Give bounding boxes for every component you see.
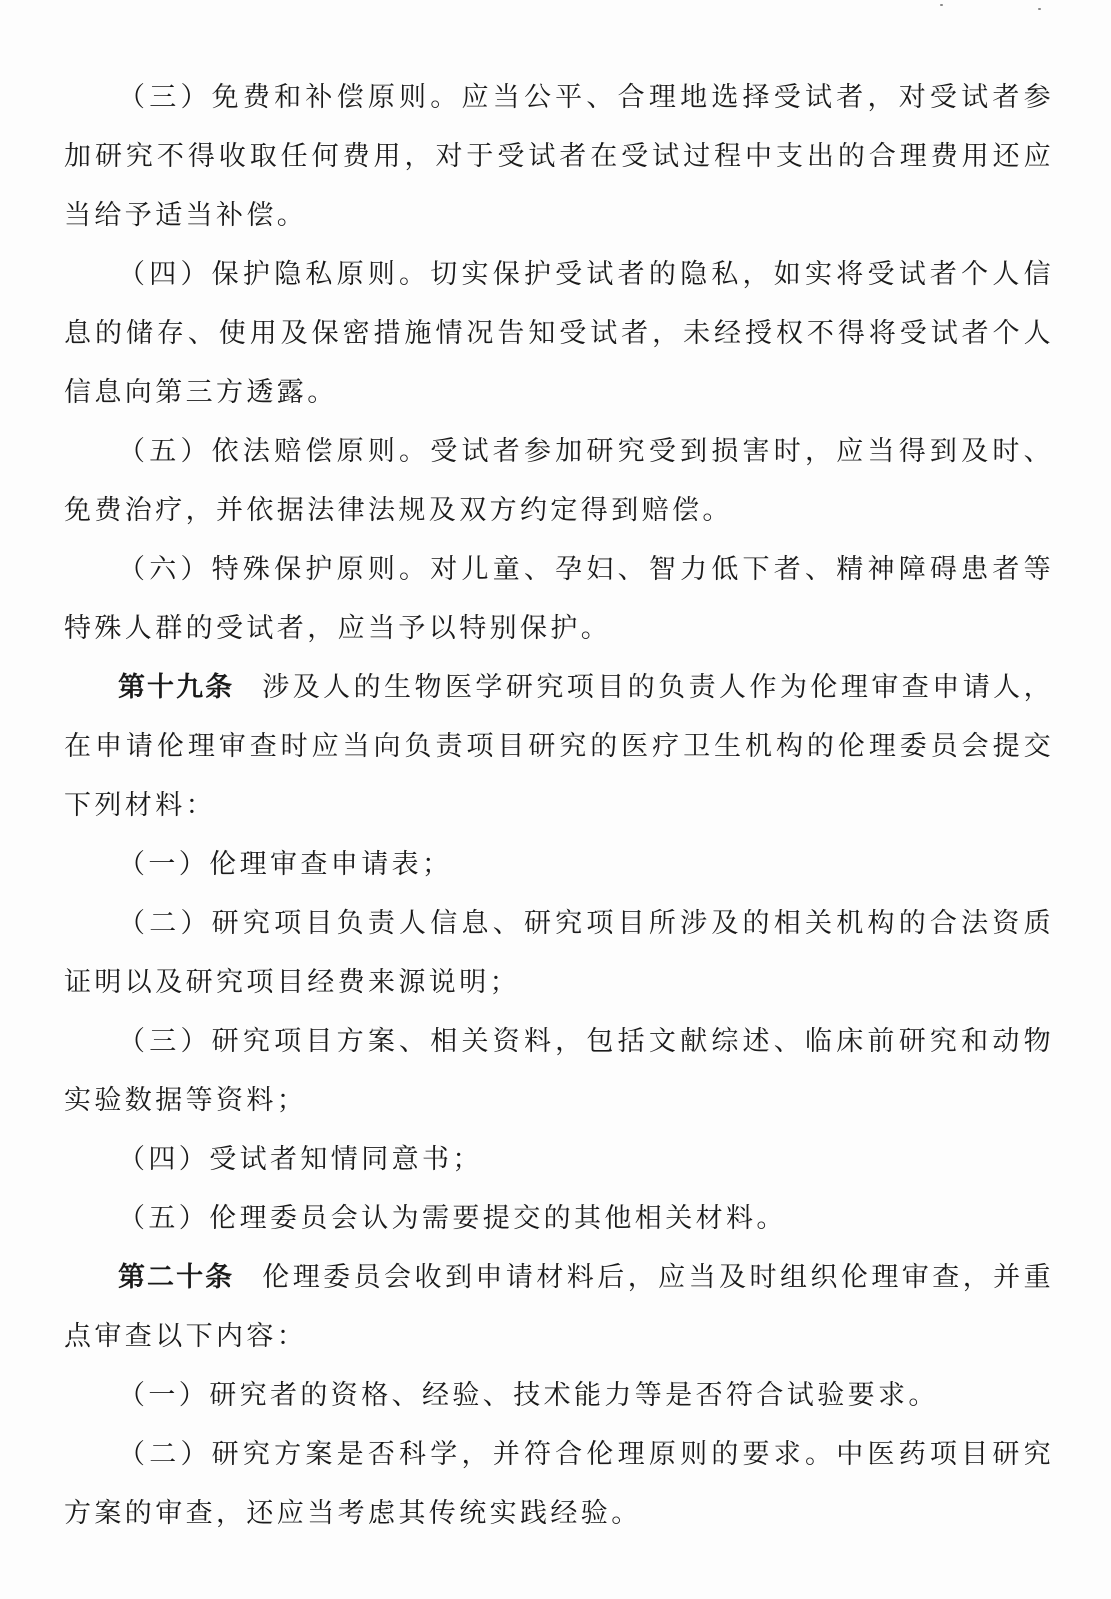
article-20 bbox=[64, 1248, 1054, 1366]
article-20-item: （二）研究方案是否科学，并符合伦理原则的要求。中医药项目研究方案的审查，还应当考虑其传统实践经验。 bbox=[64, 1439, 1054, 1529]
article-19-title: 第十九条 bbox=[118, 672, 235, 703]
article-19-item: （四）受试者知情同意书； bbox=[118, 1144, 483, 1175]
paragraph-privacy-protection: （四）保护隐私原则。切实保护受试者的隐私，如实将受试者个人信息的储存、使用及保密措施情况告知受试者，未经授权不得将受试者个人信息向第三方透露。 bbox=[64, 259, 1054, 408]
article-19-item: （五）伦理委员会认为需要提交的其他相关材料。 bbox=[118, 1203, 787, 1234]
article-19-item: （二）研究项目负责人信息、研究项目所涉及的相关机构的合法资质证明以及研究项目经费来源说明； bbox=[64, 908, 1054, 998]
document-body bbox=[64, 68, 1054, 1543]
article-20-item: （一）研究者的资格、经验、技术能力等是否符合试验要求。 bbox=[118, 1380, 939, 1411]
scan-mark bbox=[940, 4, 943, 6]
paragraph-special-protection: （六）特殊保护原则。对儿童、孕妇、智力低下者、精神障碍患者等特殊人群的受试者，应当予以特别保护。 bbox=[64, 554, 1054, 644]
paragraph-free-and-compensation: （三）免费和补偿原则。应当公平、合理地选择受试者，对受试者参加研究不得收取任何费用，对于受试者在受试过程中支出的合理费用还应当给予适当补偿。 bbox=[64, 82, 1054, 231]
article-20-text: 伦理委员会收到申请材料后，应当及时组织伦理审查，并重点审查以下内容： bbox=[64, 1262, 1055, 1352]
paragraph-lawful-compensation: （五）依法赔偿原则。受试者参加研究受到损害时，应当得到及时、免费治疗，并依据法律法规及双方约定得到赔偿。 bbox=[64, 436, 1054, 526]
article-19-item: （三）研究项目方案、相关资料，包括文献综述、临床前研究和动物实验数据等资料； bbox=[64, 1026, 1054, 1116]
article-19 bbox=[64, 658, 1054, 835]
article-19-item: （一）伦理审查申请表； bbox=[118, 849, 453, 880]
article-19-text: 涉及人的生物医学研究项目的负责人作为伦理审查申请人，在申请伦理审查时应当向负责项目研究的医疗卫生机构的伦理委员会提交下列材料： bbox=[64, 672, 1055, 821]
scan-mark bbox=[1038, 8, 1041, 10]
article-20-title: 第二十条 bbox=[118, 1262, 235, 1293]
